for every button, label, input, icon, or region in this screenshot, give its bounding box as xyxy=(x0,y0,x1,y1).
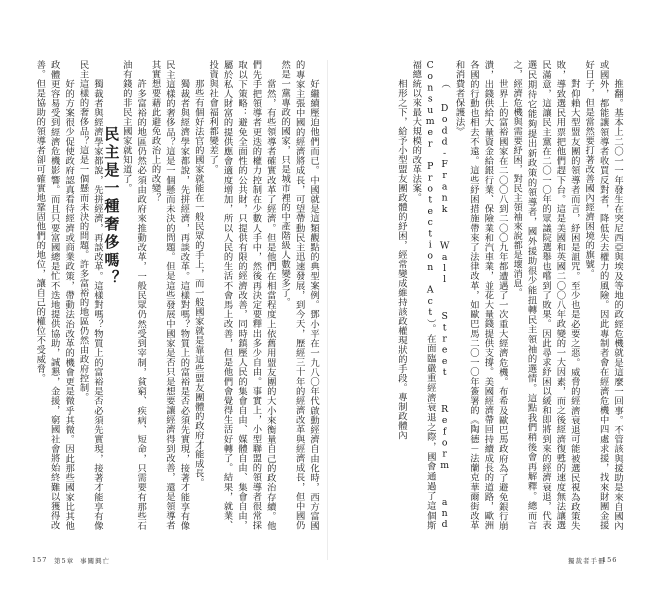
left-page-text xyxy=(34,60,320,530)
left-page xyxy=(34,60,320,530)
right-page xyxy=(338,60,624,530)
right-page-text xyxy=(338,60,624,530)
page-gutter xyxy=(327,60,328,560)
paragraph: 許多富裕的地區仍然必須由政府來推動改革，一般民眾仍然受到宰制，貧窮、疾病、短命，只需要有那些石油有錢的非民主國家就知道了。 xyxy=(120,60,147,530)
paragraph: 推翻。基本上二〇一一年發生在突尼西亞與埃及等地的政經危機就是這麼一回事。不管該與援助是來自國內或國外，都能讓領導者收買反對者，降低失去權力的風險。因此專制者會在經濟危機中四處求援，找來財團金援好日子，但是當然要打著改善國內經濟困境的旗號。 xyxy=(583,60,623,530)
paragraph: 獨裁者與經濟學家都說，先拼經濟，再談改革。這樣對嗎？物質上的富裕是否必須先實現，接著才能享有像民主這樣的奢侈品？這是一個懸而未決的問題。但是這些發展中國家是否只是想要讓經濟得到改善，還是領導者其實想要藉此避免政治上的改變？ xyxy=(149,60,190,530)
paragraph: 那些有個好法官的國家就能在一般民眾的手上，而一般國家就是靠這些盟友團體的政府才能成長。 xyxy=(192,78,204,488)
right-page-number: 156 xyxy=(602,556,618,564)
section-heading: 民主是一種奢侈嗎？ xyxy=(102,126,121,288)
left-chapter-label: 第5章 xyxy=(54,557,75,565)
paragraph: 好的方案很少促使政府認真看待經濟或商業政策，帶動法治改革的機會更是微乎其微。因此那些國家比其他政體更容易受到經濟危機影響。而且只要富國總是忙不迭地提供協助，誠懇，金援，窮國社會將始終難以獲得改善。但是協助的領導者卻可確實地鞏固他們的地位，讓自己的權位不受威脅。 xyxy=(34,60,75,530)
paragraph: 對仰賴大型盟友團的領導者而言，紓困是詛咒。至少也是必要之惡。威脅的經濟衰退可能被選民視為政策失敗，導致選民用票把他們趕下台。這是美國和英國二〇〇八年政變的一大因素，而之後經濟復甦的速度無法讓選民滿意，這讓民主黨在二〇一〇年的眾議院選舉也嚐到了敗果。因此尋求紓困以緩和即將到來的經濟衰退，代表選民期待它能夠提出新政策的領導者，國外援助很少能扭轉民主領袖的選情。這點我們稍後會再解釋。總而言之，經濟危機與需要紓困，對民主領袖來說都是壞消息。 xyxy=(511,60,580,530)
right-book-title: 獨裁者手冊 xyxy=(568,557,606,565)
paragraph: 當然，有些領導者確實改革了經濟。但是他們在相當程度上依舊用盟友團的大小來衡量自己的政治存續。他們先手把領導者更迭的權力控制在少數人手中，然後再決定要釋出多少自由。事實上，小型聯盟的領導者很常採取以下策略：避免全面性的公共財，只提供有限的經濟改善，同時鎮壓人民的集會自由、媒體自由、集會自由，屬於私人財富的提供應會適度增加，所以人民的生活不會馬上改善，但是他們會覺得生活好轉了。結果，就業、投資與社會福利都變差了。 xyxy=(207,60,276,530)
left-page-number: 157 xyxy=(32,556,48,564)
paragraph: 世界上的富裕國家在二〇〇八到二〇〇九年都遭遇了一次重大經濟危機。布希及歐巴馬政府為了避免銀行崩潰，出錢供給大量資金給銀行業、保險業和汽車業，並花大量錢提供支撐。美國經濟帶回持續成長的道路，歐洲各國的行動也相去不遠。這些紓困措施帶來了法律改革，如歐巴馬二〇一〇年簽署的《陶德－法蘭克華爾街改革和消費者保護法》 xyxy=(453,60,508,530)
paragraph: 獨裁者與經濟學家都說，先拼經濟，再談改革。這樣對嗎？物質上的富裕是否必須先實現，接著才能享有像民主這樣的奢侈品？這是一個懸而未決的問題。許多富裕的地區仍然由政府控制。 xyxy=(77,60,103,530)
paragraph: 好繼續壓迫他們而已。中國就是這類觀點的典型案例。鄧小平在一九八〇年代啟動經濟自由化時，西方富國的專家主張中國的經濟將成長，可望帶動民主迅速發展，到今天，歷經三十年的經濟改革與經濟成長，但中國仍然是一黨專政的國家，只是城市裡的中產階級人數變多了。 xyxy=(279,60,319,530)
paragraph: （Dodd-Frank Wall Street Reform and Consumer Protection Act）。在面臨嚴重經濟衰退之際，國會通過了這個斯福總統以來最大規模的改革法案。 xyxy=(410,60,451,530)
paragraph: 相形之下，給予小型盟友團政體的紓困，經常變成維持該政權現狀的手段。專制政體內 xyxy=(395,78,407,440)
left-chapter-title: 事關興亡 xyxy=(80,557,110,565)
